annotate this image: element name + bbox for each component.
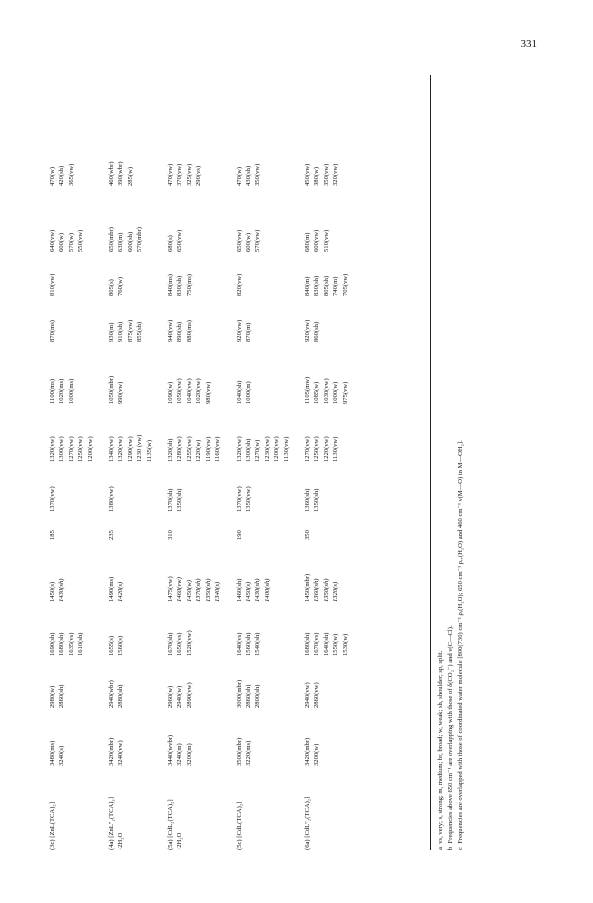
frequency-cell [235,540,273,602]
cell-line: 650(vw) [235,229,243,252]
cell-line: 855(sh) [136,321,144,342]
frequency-cell [235,656,263,708]
compound-cell [166,766,185,850]
cell-line: 370(vw) [176,163,184,186]
cell-line: 1640(vs) [235,632,243,656]
cell-line: 1340(s) [214,581,222,602]
cell-line: 1430(sh) [254,578,262,602]
cell-line: 1650(vs) [176,632,184,656]
cell-line: 705(vw) [341,273,349,296]
rotated-table [40,75,510,850]
table-row [235,126,291,850]
cell-line: 1610(sh) [77,632,85,656]
cell-line: 310 [167,530,175,540]
cell-line: 920(vw) [303,319,311,342]
cell-line: 320(vw) [332,163,340,186]
cell-line: 1090(w) [167,381,175,404]
cell-line: 290(vs) [195,165,203,186]
cell-line: 2940(w) [176,685,184,708]
cell-line: 830(sh) [313,275,321,296]
cell-line: 285(w) [126,166,134,186]
cell-line: 990(vw) [117,381,125,404]
frequency-cell [48,540,67,602]
cell-line: 890(sh) [176,321,184,342]
cell-line: (6a) [CdL″₂(TCA)₂] [303,796,311,850]
frequency-cell [166,708,194,766]
frequency-cell [107,708,126,766]
cell-line: 600(w) [58,232,66,252]
page-number: 331 [520,38,537,50]
cell-line: 1270(vw) [67,436,75,462]
cell-line: 550(vw) [77,229,85,252]
cell-line: 510(vw) [322,229,330,252]
cell-line: 420(sh) [58,165,66,186]
cell-line: 1370(sh) [167,488,175,512]
cell-line: 2860(vw) [313,682,321,708]
frequency-cell [48,186,86,252]
frequency-cell [303,252,350,296]
cell-line: 1420(s) [117,581,125,602]
cell-line: 650(vw) [176,229,184,252]
frequency-cell [303,656,322,708]
cell-line: 840(ms) [167,274,175,296]
cell-line: 390(wbr) [117,161,125,186]
cell-line: 1270(w) [254,439,262,462]
cell-line: 1360(sh) [313,578,321,602]
frequency-cell [303,602,350,656]
cell-line: 3440(wvbr) [167,734,175,766]
cell-line: 940(vw) [167,319,175,342]
frequency-cell [48,708,67,766]
cell-line: 470(w) [235,166,243,186]
frequency-cell [235,126,263,186]
cell-line: 1100(ms) [49,378,56,404]
frequency-cell [107,656,126,708]
cell-line: 1030(vw) [322,378,330,404]
frequency-cell [48,404,95,462]
frequency-cell [48,512,57,540]
cell-line: ·2H₂O [176,832,184,850]
cell-line: 600(vw) [313,229,321,252]
cell-line: 1085(w) [313,381,321,404]
frequency-cell [303,512,312,540]
cell-line: 1560(s) [117,635,125,656]
cell-line: 1255(vw) [185,436,193,462]
cell-line: 1360(sh) [303,488,311,512]
cell-line: 1040(vw) [185,378,193,404]
cell-line: 1230 (vw) [136,434,144,462]
cell-line: 875(vw) [126,319,134,342]
table-row [107,126,154,850]
footnote-a: a vs, very; s, strong; m, medium; br, broad; w, weak; sh, shoulder; sp, split. [437,650,444,850]
cell-line: 1520(vw) [185,630,193,656]
cell-line: 975(vw) [341,381,349,404]
frequency-cell [48,252,57,296]
cell-line: 1320(vw) [117,436,125,462]
cell-line: 3200(w) [313,743,321,766]
cell-line: (4a) [ZnL″₂(TCA)₂] [108,797,116,850]
frequency-cell [303,708,322,766]
footnote-c: c Frequencies are overlapped with those of coordinated water molecule [800(730) cm⁻¹ ρᵣ(H₂O); 650 cm⁻¹ ρᵥᵥ(H₂O) and 460 cm⁻¹ ν(M—O) in M—OH₂]. [457,440,464,850]
cell-line: 325(vw) [185,163,193,186]
cell-line: 1000(w) [332,381,340,404]
frequency-cell [48,462,57,512]
cell-line: 1430(sh) [58,578,66,602]
frequency-cell [166,540,222,602]
cell-line: 1350(sh) [322,578,330,602]
cell-line: 1460(vw) [176,577,184,602]
cell-line: 470(vw) [167,163,175,186]
cell-line: 1450(s) [49,581,56,602]
compound-cell [235,766,244,850]
frequency-cell [235,296,254,342]
frequency-cell [107,126,135,186]
frequency-cell [166,512,175,540]
cell-line: 3000(mbr) [235,679,243,708]
cell-line: 235 [108,530,116,540]
frequency-cell [107,252,126,296]
cell-line: 650(mbr) [108,227,116,252]
cell-line: (5c) [CdL(TCA)₂] [235,801,243,850]
cell-line: 2890(vw) [185,682,193,708]
cell-line: 805(sh) [322,275,330,296]
cell-line: 3500(mbr) [235,737,243,766]
cell-line: 1320(vw) [235,436,243,462]
frequency-cell [303,462,322,512]
cell-line: 930(m) [108,322,116,342]
cell-line: 1370(sh) [195,578,203,602]
frequency-cell [303,342,350,404]
frequency-cell [235,342,254,404]
frequency-cell [235,462,254,512]
cell-line: 1350(vw) [244,486,252,512]
cell-line: 1350(sh) [313,488,321,512]
cell-line: 3240(s) [58,745,66,766]
cell-line: 570(mbr) [136,227,144,252]
cell-line: 1250(vw) [313,436,321,462]
table-row [166,126,222,850]
cell-line: 805(s) [108,279,116,296]
table-bottom-rule [430,75,431,850]
cell-line: 2960(w) [167,685,175,708]
cell-line: 1160(vw) [214,436,222,462]
cell-line: 1475(vw) [167,576,175,602]
cell-line: 1000(ms) [67,378,75,404]
cell-line: 880(ms) [185,320,193,342]
cell-line: 1460(sh) [235,578,243,602]
cell-line: 185 [49,530,56,540]
cell-line: 2860(sh) [244,684,252,708]
cell-line: 3420(mbr) [303,737,311,766]
cell-line: 1320(s) [332,581,340,602]
frequency-cell [166,296,194,342]
cell-line: ·2H₂O [117,832,125,850]
cell-line: 1680(sh) [58,632,66,656]
cell-line: 1690(sh) [49,632,56,656]
cell-line: 1020(ms) [58,378,66,404]
frequency-cell [235,512,244,540]
cell-line: 1670(sh) [167,632,175,656]
cell-line: 1220(vw) [322,436,330,462]
cell-line: 740(m) [332,276,340,296]
frequency-cell [48,126,76,186]
cell-line: 1050(mbr) [108,375,116,404]
cell-line: 1450(s) [244,581,252,602]
cell-line: 1190(vw) [204,436,212,462]
cell-line: 3220(ms) [244,740,252,766]
cell-line: 1340(vw) [108,436,116,462]
cell-line: 1550(w) [332,633,340,656]
frequency-cell [303,186,331,252]
frequency-cell [235,252,244,296]
frequency-cell [166,342,213,404]
cell-line: 1290(vw) [126,436,134,462]
frequency-cell [48,656,67,708]
cell-line: 600(w) [244,232,252,252]
cell-line: 630(m) [117,232,125,252]
cell-line: 1370(vw) [235,486,243,512]
frequency-cell [166,462,185,512]
cell-line: 3240(vw) [117,740,125,766]
cell-line: 350 [303,530,311,540]
frequency-cell [303,126,341,186]
frequency-cell [303,540,341,602]
cell-line: 1400(sh) [263,578,271,602]
cell-line: 840(m) [303,276,311,296]
data-table [48,126,362,850]
cell-line: 570(vw) [254,229,262,252]
frequency-cell [235,404,291,462]
cell-line: 365(vw) [67,163,75,186]
cell-line: 2940(wbr) [108,680,116,708]
cell-line: 920(vw) [235,319,243,342]
frequency-cell [235,708,254,766]
cell-line: 430(sh) [244,165,252,186]
cell-line: 640(vw) [49,229,56,252]
frequency-cell [107,540,126,602]
cell-line: 3200(m) [185,743,193,766]
cell-line: 1130(vw) [332,436,340,462]
cell-line: 1655(s) [108,635,116,656]
cell-line: 1200(vw) [86,436,94,462]
cell-line: 980(vw) [204,381,212,404]
frequency-cell [235,186,263,252]
cell-line: 1050(vw) [176,378,184,404]
cell-line: 460(wbr) [108,161,116,186]
cell-line: 1530(w) [341,633,349,656]
frequency-cell [107,462,116,512]
cell-line: 1380(vw) [108,486,116,512]
cell-line: 1230(vw) [263,436,271,462]
frequency-cell [107,186,145,252]
cell-line: 1250(vw) [77,436,85,462]
cell-line: 350(vw) [254,163,262,186]
frequency-cell [166,656,194,708]
cell-line: 1320(sh) [167,438,175,462]
cell-line: 1220(w) [195,439,203,462]
cell-line: 870(m) [244,322,252,342]
cell-line: 1020(vw) [195,378,203,404]
cell-line: 1320(vw) [49,436,56,462]
cell-line: 3480(ms) [49,740,56,766]
frequency-cell [48,296,57,342]
table-row [303,126,350,850]
cell-line: 1540(sh) [254,632,262,656]
cell-line: 1000(m) [244,381,252,404]
frequency-cell [107,404,154,462]
cell-line: 3240(m) [176,743,184,766]
frequency-cell [107,602,126,656]
cell-line: 760(w) [117,276,125,296]
cell-line: 600(sh) [126,231,134,252]
cell-line: 470(w) [49,166,56,186]
cell-line: 450(vw) [303,163,311,186]
frequency-cell [48,342,76,404]
frequency-cell [235,602,263,656]
frequency-cell [166,252,194,296]
cell-line: 870(ms) [49,320,56,342]
frequency-cell [303,404,341,462]
cell-line: 2880(sh) [117,684,125,708]
cell-line: 1370(vw) [49,486,56,512]
cell-line: 810(vw) [49,273,56,296]
cell-line: 1635(vs) [67,632,75,656]
cell-line: 680(s) [167,235,175,252]
cell-line: 820(vw) [235,273,243,296]
cell-line: (5a) [CdL₂(TCA)₂] [167,799,175,850]
cell-line: 2800(sh) [254,684,262,708]
frequency-cell [166,602,194,656]
table-row [48,126,95,850]
cell-line: 1200(vw) [273,436,281,462]
cell-line: 680(m) [303,232,311,252]
cell-line: (3c) [ZnL(TCA)₂] [49,802,56,850]
frequency-cell [166,126,204,186]
footnote-b: b Frequencies above 650 cm⁻¹ are overlapping with those of δ(CO₂⁻) and ν(C—Cl). [447,625,454,850]
cell-line: 350(vw) [322,163,330,186]
cell-line: 1560(sh) [244,632,252,656]
cell-line: 1040(sh) [235,380,243,404]
cell-line: 830(sh) [176,275,184,296]
cell-line: 1105(mw) [303,376,311,404]
cell-line: 190 [235,530,243,540]
cell-line: 1450(mbr) [303,573,311,602]
frequency-cell [166,186,185,252]
frequency-cell [166,404,222,462]
cell-line: 570(w) [67,232,75,252]
cell-line: 910(sh) [117,321,125,342]
cell-line: 1280(vw) [176,436,184,462]
cell-line: 1300(vw) [58,436,66,462]
frequency-cell [107,342,126,404]
frequency-cell [107,296,145,342]
cell-line: 750(ms) [185,274,193,296]
cell-line: 1300(sh) [244,438,252,462]
cell-line: 1680(sh) [303,632,311,656]
cell-line: 1490(ms) [108,576,116,602]
cell-line: 3420(mbr) [108,737,116,766]
cell-line: 2940(vw) [303,682,311,708]
cell-line: 1130(vw) [282,436,290,462]
cell-line: 1670(vs) [313,632,321,656]
cell-line: 1450(w) [185,580,193,602]
frequency-cell [48,602,86,656]
frequency-cell [303,296,322,342]
cell-line: 1135(w) [145,439,153,462]
cell-line: 2980(w) [49,685,56,708]
compound-cell [303,766,312,850]
frequency-cell [107,512,116,540]
cell-line: 1350(sh) [204,578,212,602]
cell-line: 380(w) [313,166,321,186]
cell-line: 1270(vw) [303,436,311,462]
cell-line: 2860(sh) [58,684,66,708]
compound-cell [107,766,126,850]
cell-line: 1350(sh) [176,488,184,512]
cell-line: 1640(sh) [322,632,330,656]
compound-cell [48,766,57,850]
cell-line: 860(sh) [313,321,321,342]
